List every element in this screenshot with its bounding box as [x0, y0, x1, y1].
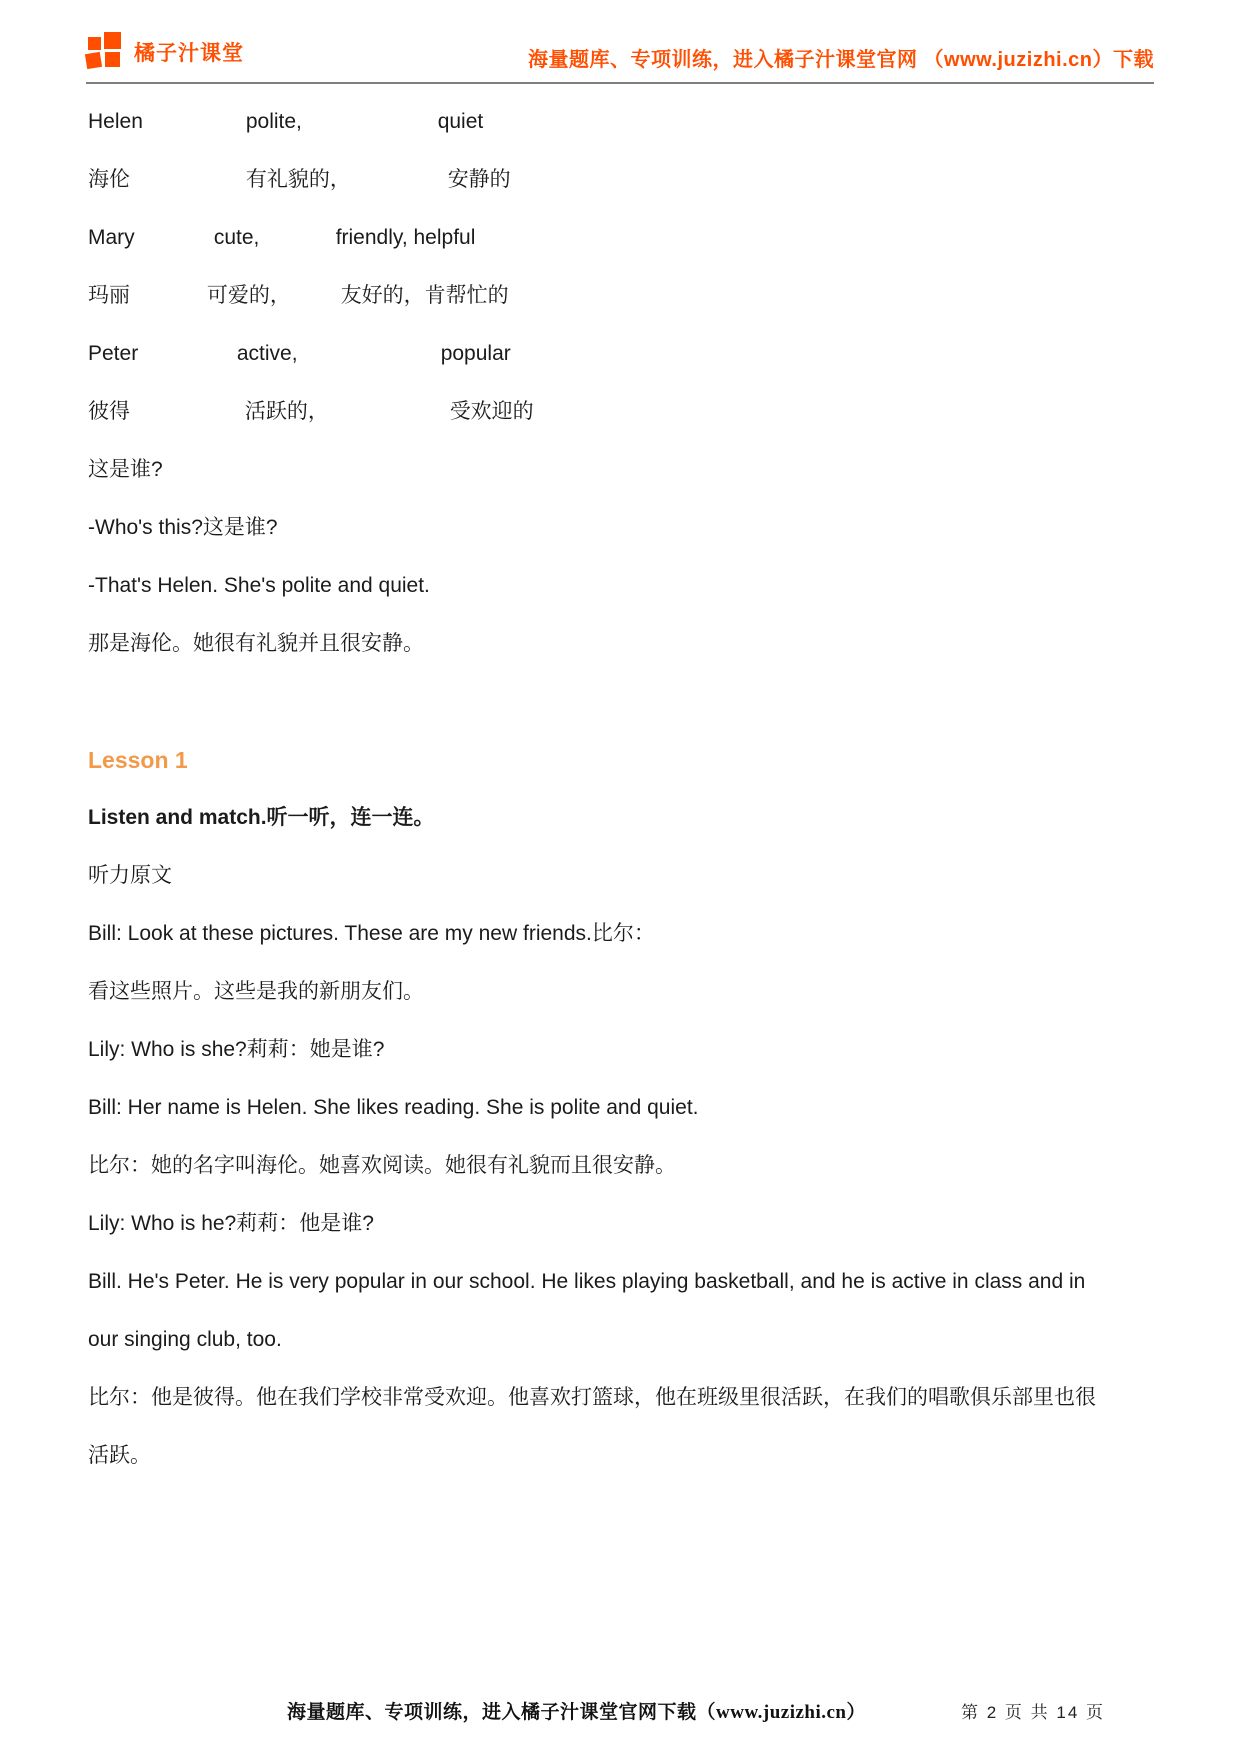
vocab-line — [88, 93, 1112, 151]
logo-square-icon — [105, 52, 120, 67]
logo-square-icon — [85, 52, 102, 69]
dialog-line: Bill: Her name is Helen. She likes reading. She is polite and quiet. — [88, 1096, 699, 1119]
vocab-word: 友好的，肯帮忙的 — [340, 284, 509, 307]
vocab-word: 有礼貌的， — [245, 168, 351, 191]
logo-square-icon — [88, 37, 101, 50]
vocab-word: 可爱的， — [206, 284, 291, 307]
logo-square-icon — [104, 32, 121, 49]
activity-heading: Listen and match.听一听，连一连。 — [88, 806, 435, 829]
vocab-word: cute, — [213, 226, 260, 249]
vocab-word: polite, — [245, 110, 302, 133]
vocab-word: friendly, helpful — [335, 226, 476, 249]
document-body — [88, 84, 1112, 1485]
intro-paragraph: -Who's this?这是谁? — [88, 516, 278, 539]
page-header — [0, 0, 1240, 82]
page-footer — [0, 1697, 1240, 1724]
vocab-word: popular — [440, 342, 511, 365]
vocab-word: quiet — [437, 110, 484, 133]
intro-paragraph: 这是谁? — [88, 458, 163, 481]
brand-logo — [86, 32, 244, 72]
dialog-line: Lily: Who is she?莉莉：她是谁? — [88, 1038, 385, 1061]
vocab-name: Helen — [88, 110, 143, 133]
vocab-word: 受欢迎的 — [449, 400, 534, 423]
footer-tagline: 海量题库、专项训练，进入橘子汁课堂官网下载（www.juzizhi.cn） — [287, 1702, 867, 1723]
intro-paragraph: -That's Helen. She's polite and quiet. — [88, 574, 430, 597]
vocab-name: 玛丽 — [88, 284, 130, 307]
vocab-line — [88, 267, 1112, 325]
lesson-title: Lesson 1 — [88, 747, 188, 773]
vocab-line — [88, 325, 1112, 383]
logo-icon — [86, 32, 126, 72]
vocab-name: 海伦 — [88, 168, 130, 191]
dialog-line: 比尔：他是彼得。他在我们学校非常受欢迎。他喜欢打篮球，他在班级里很活跃，在我们的唱歌俱乐部里也很活跃。 — [88, 1386, 1096, 1467]
vocab-word: active, — [236, 342, 298, 365]
vocab-name: 彼得 — [88, 400, 130, 423]
vocab-name: Peter — [88, 342, 139, 365]
logo-text: 橘子汁课堂 — [134, 42, 244, 65]
header-tagline: 海量题库、专项训练，进入橘子汁课堂官网 （www.juzizhi.cn）下载 — [527, 49, 1154, 71]
dialog-line: Lily: Who is he?莉莉：他是谁? — [88, 1212, 374, 1235]
vocab-word: 活跃的， — [244, 400, 329, 423]
vocab-line — [88, 209, 1112, 267]
vocab-line — [88, 151, 1112, 209]
vocab-name: Mary — [88, 226, 135, 249]
dialog-line: 比尔：她的名字叫海伦。她喜欢阅读。她很有礼貌而且很安静。 — [88, 1154, 676, 1177]
page-number: 第 2 页 共 14 页 — [961, 1703, 1105, 1722]
intro-paragraph: 那是海伦。她很有礼貌并且很安静。 — [88, 632, 424, 655]
dialog-line: 看这些照片。这些是我的新朋友们。 — [88, 980, 424, 1003]
dialog-line: Bill. He's Peter. He is very popular in our school. He likes playing basketball, and he is active in class and in our singing club, too. — [88, 1270, 1086, 1351]
vocab-word: 安静的 — [447, 168, 511, 191]
vocab-line — [88, 383, 1112, 441]
transcript-label: 听力原文 — [88, 864, 172, 887]
dialog-line: Bill: Look at these pictures. These are my new friends.比尔： — [88, 922, 655, 945]
